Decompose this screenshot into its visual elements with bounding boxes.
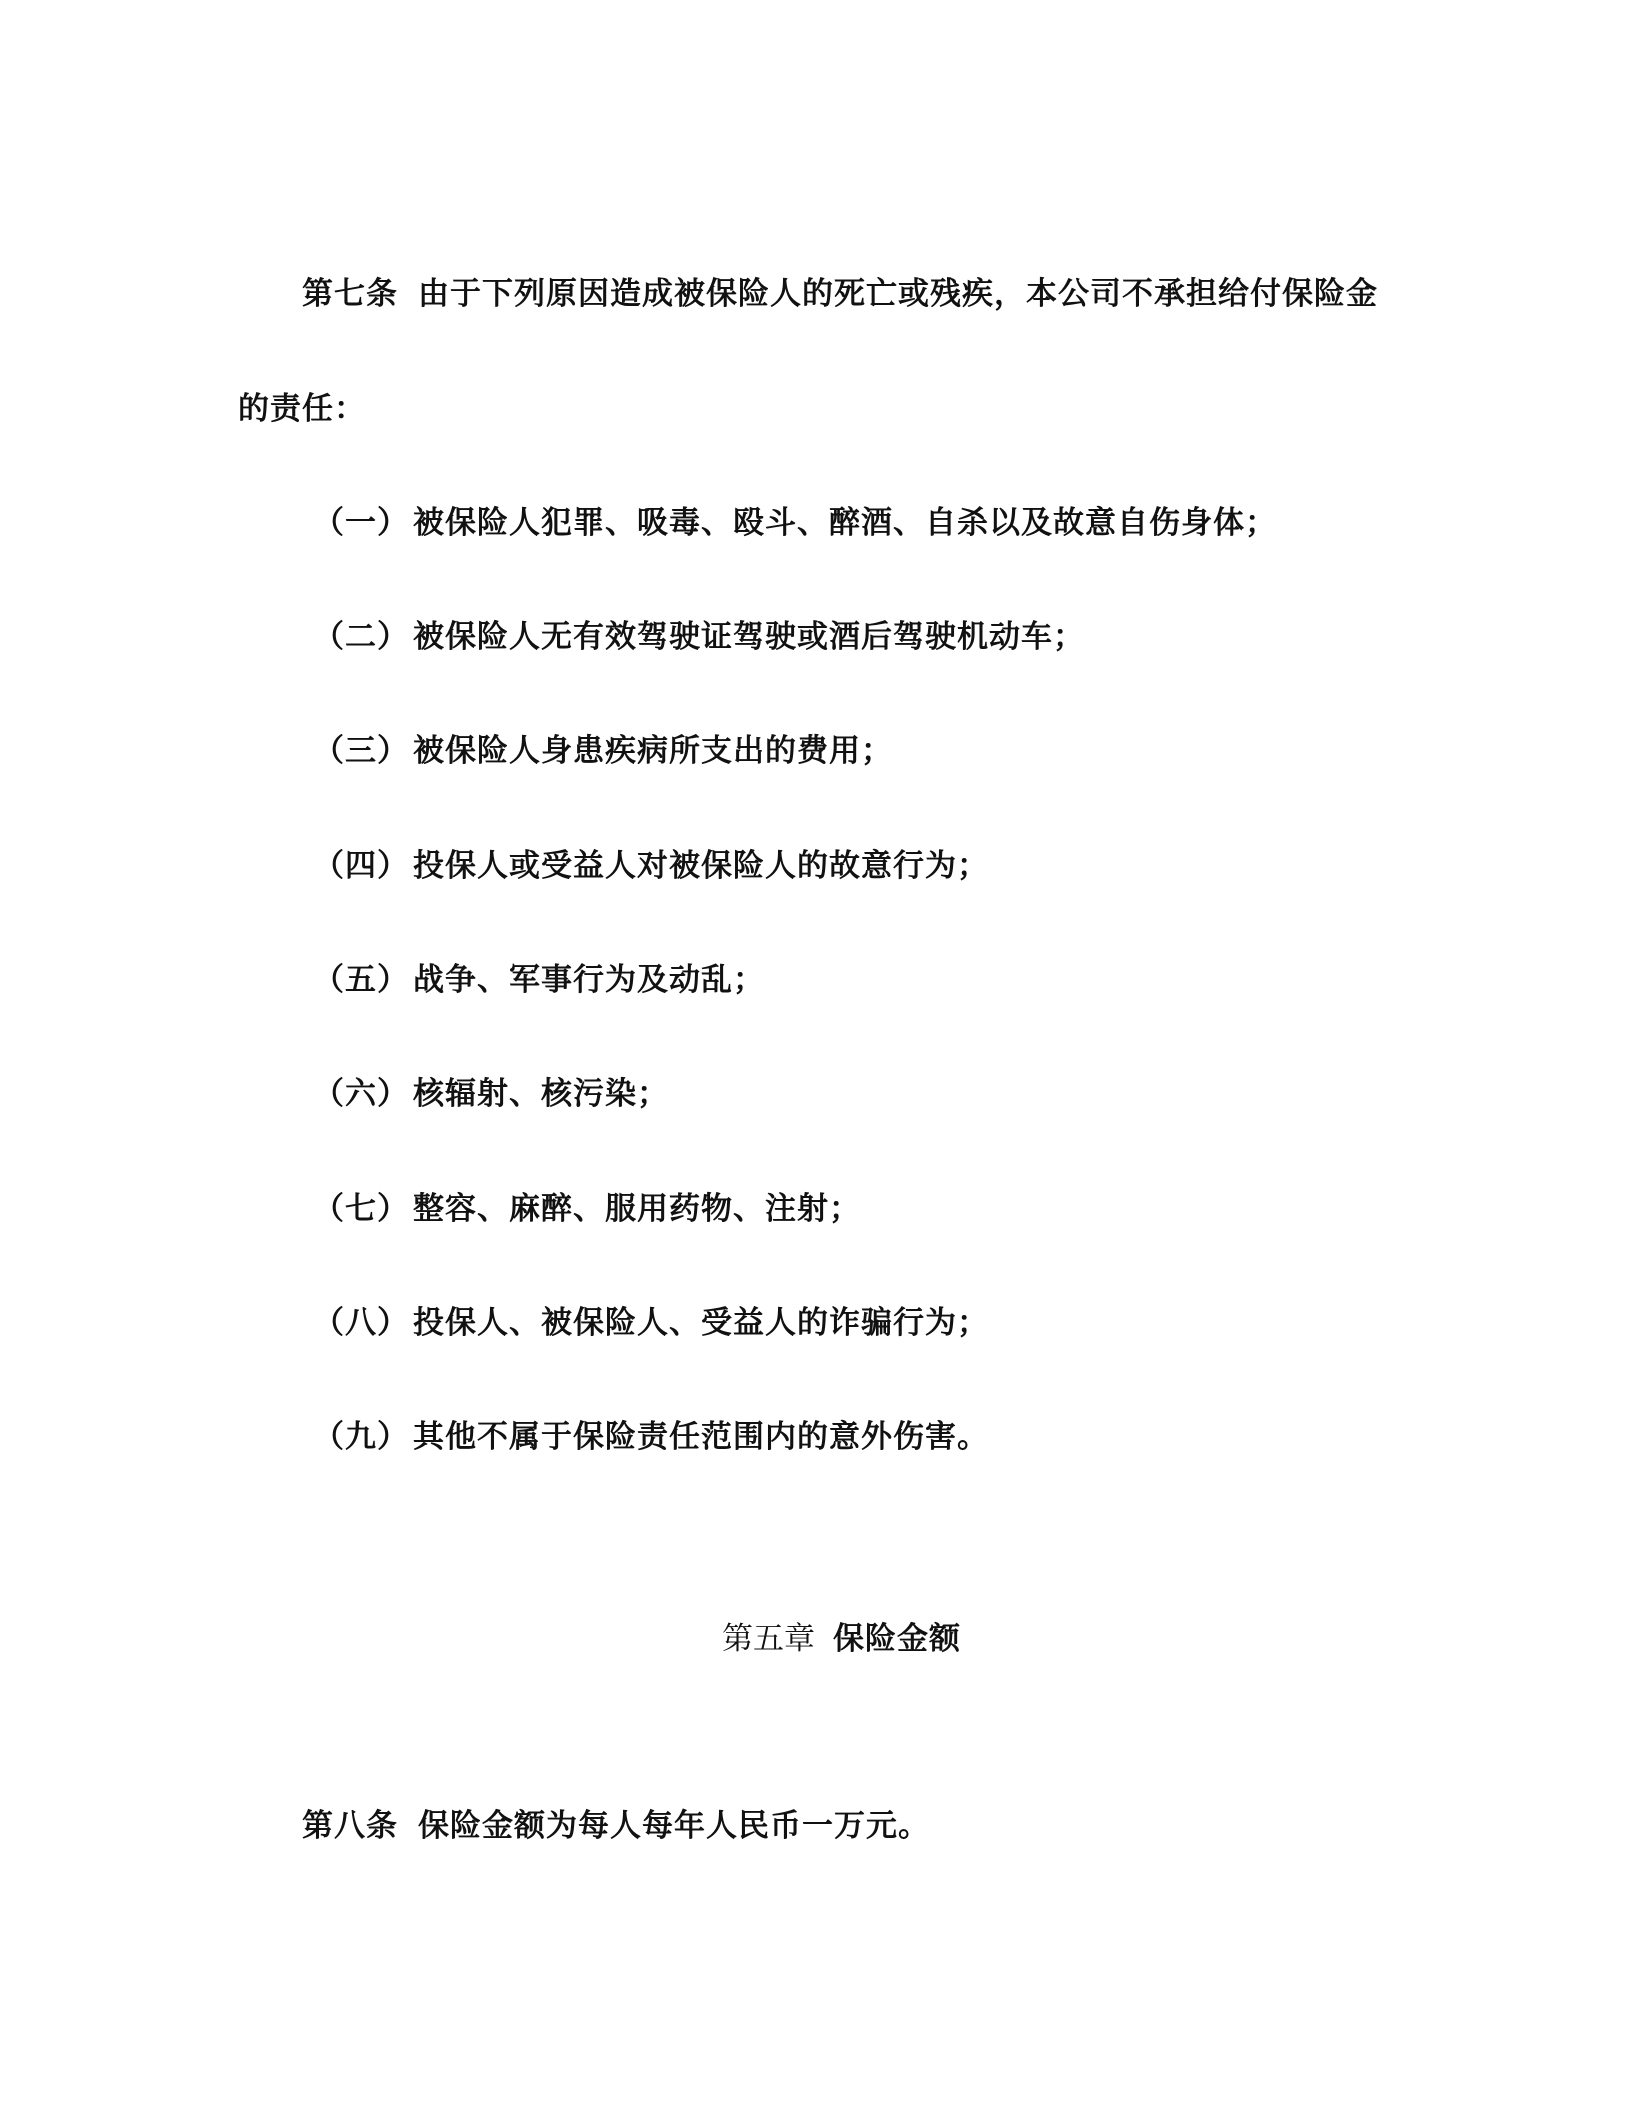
item-text: 战争、军事行为及动乱； [413,962,765,998]
item-number: （四） [313,848,409,884]
list-item [313,1074,669,1114]
list-item [313,1417,989,1457]
item-number: （一） [313,505,409,541]
item-text: 投保人、被保险人、受益人的诈骗行为； [413,1305,989,1341]
list-item [313,960,765,1000]
chapter-5-heading [722,1619,961,1659]
list-item [313,1303,989,1343]
article-8-line [302,1806,930,1846]
article-8-label: 第八条 [302,1808,398,1844]
item-text: 被保险人无有效驾驶证驾驶或酒后驾驶机动车； [413,619,1085,655]
item-text: 投保人或受益人对被保险人的故意行为； [413,848,989,884]
chapter-title: 保险金额 [833,1621,961,1657]
list-item [313,846,989,886]
chapter-number: 第五章 [722,1621,815,1657]
article-7-text-line-2: 的责任： [238,391,366,427]
article-7-line-2 [238,389,366,429]
item-text: 整容、麻醉、服用药物、注射； [413,1191,861,1227]
item-text: 被保险人犯罪、吸毒、殴斗、醉酒、自杀以及故意自伤身体； [413,505,1277,541]
item-text: 核辐射、核污染； [413,1076,669,1112]
list-item [313,503,1277,543]
item-number: （三） [313,733,409,769]
item-text: 其他不属于保险责任范围内的意外伤害。 [413,1419,989,1455]
item-number: （六） [313,1076,409,1112]
item-number: （七） [313,1191,409,1227]
list-item [313,731,893,771]
article-7-label: 第七条 [302,276,398,312]
article-8-text: 保险金额为每人每年人民币一万元。 [418,1808,930,1844]
item-text: 被保险人身患疾病所支出的费用； [413,733,893,769]
item-number: （五） [313,962,409,998]
list-item [313,1189,861,1229]
article-7-text-line-1: 由于下列原因造成被保险人的死亡或残疾，本公司不承担给付保险金 [418,276,1378,312]
item-number: （九） [313,1419,409,1455]
list-item [313,617,1085,657]
item-number: （二） [313,619,409,655]
item-number: （八） [313,1305,409,1341]
article-7-line-1 [302,274,1378,314]
